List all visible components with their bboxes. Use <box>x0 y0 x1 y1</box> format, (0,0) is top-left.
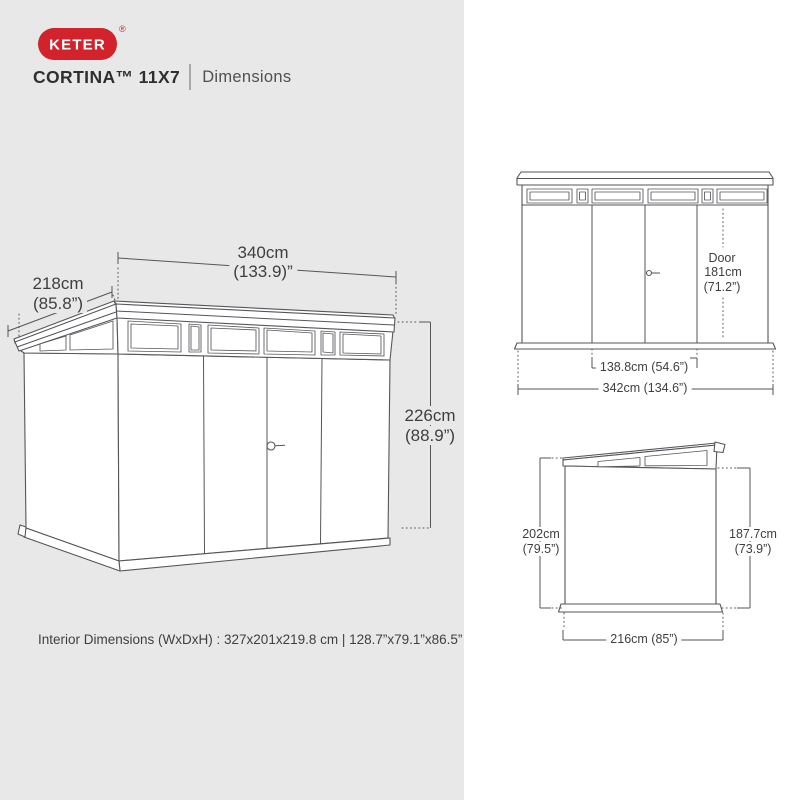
registered-mark-icon: ® <box>119 24 126 34</box>
right-panel <box>464 0 800 800</box>
main-height-in-label: (88.9”) <box>401 426 459 445</box>
keter-logo <box>38 21 128 63</box>
page-subtitle: Dimensions <box>202 67 292 86</box>
title-separator <box>189 64 191 90</box>
logo-text: KETER <box>49 36 106 54</box>
side-right-height-cm-label: 187.7cm <box>725 527 781 541</box>
main-width-in-label: (133.9)” <box>229 262 297 281</box>
side-bottom-width-label: 216cm (85”) <box>606 632 681 646</box>
header <box>33 64 291 90</box>
door-width-label: 138.8cm (54.6”) <box>596 360 692 374</box>
side-right-height-in-label: (73.9”) <box>731 542 776 556</box>
side-left-height-cm-label: 202cm <box>518 527 564 541</box>
door-height-cm-label: 181cm <box>700 265 746 279</box>
door-label: Door <box>704 251 739 265</box>
page-title: CORTINA™ 11X7 <box>33 66 181 87</box>
front-total-width-label: 342cm (134.6”) <box>599 381 692 395</box>
door-height-in-label: (71.2”) <box>700 280 745 294</box>
keter-logo-graphic <box>38 21 128 63</box>
main-depth-in-label: (85.8”) <box>29 294 87 313</box>
side-left-height-in-label: (79.5”) <box>519 542 564 556</box>
main-width-cm-label: 340cm <box>233 243 292 262</box>
main-height-cm-label: 226cm <box>400 406 459 425</box>
interior-dimensions-text: Interior Dimensions (WxDxH) : 327x201x219.8 cm | 128.7”x79.1”x86.5” <box>38 632 463 647</box>
main-depth-cm-label: 218cm <box>28 274 87 293</box>
